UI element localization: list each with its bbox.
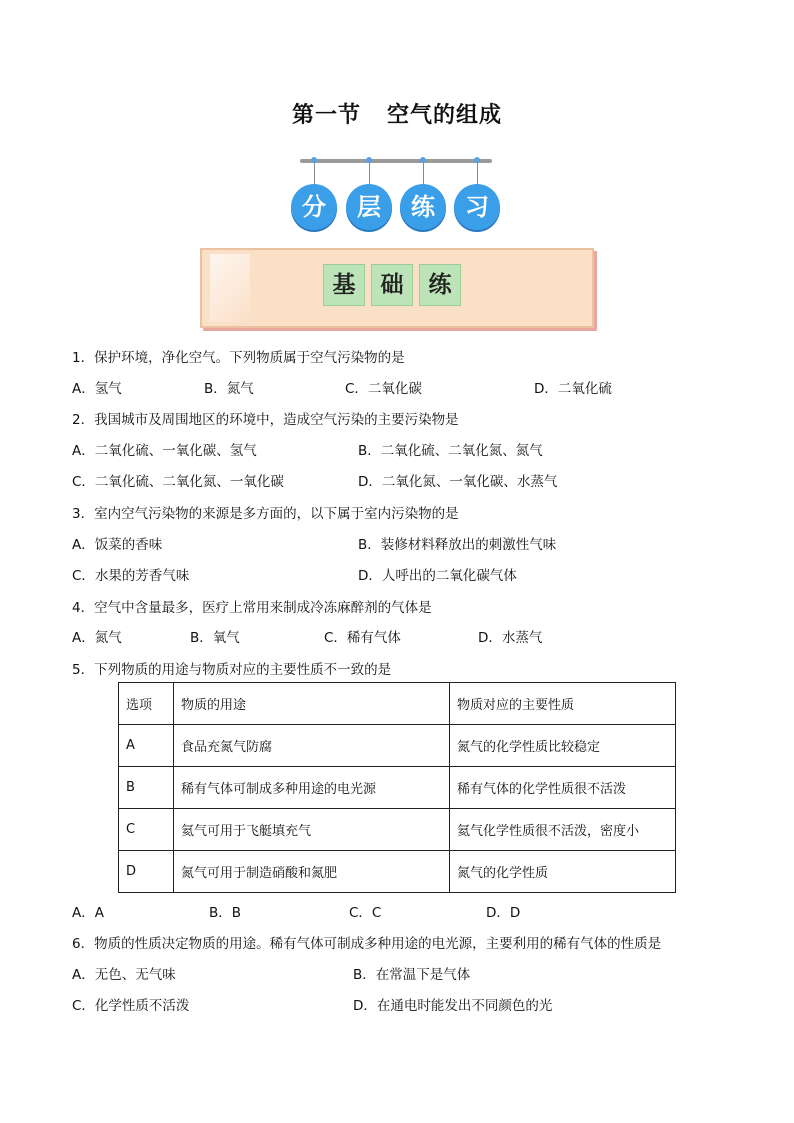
question-3-option-b: B．装修材料释放出的刺激性气味: [358, 537, 557, 553]
section-char-ji: 基: [323, 264, 365, 306]
question-3-option-d: D．人呼出的二氧化碳气体: [358, 568, 517, 584]
question-1-stem: 1．保护环境，净化空气。下列物质属于空气污染物的是: [72, 350, 405, 366]
header-char-lian: 练: [400, 184, 446, 230]
table-header-cell: 物质对应的主要性质: [450, 683, 676, 725]
section-char-chu: 础: [371, 264, 413, 306]
table-cell: A: [119, 725, 174, 767]
header-char-fen: 分: [291, 184, 337, 230]
question-1-option-b: B．氮气: [204, 381, 254, 397]
hang-string: [314, 163, 315, 185]
table-row: [119, 725, 676, 767]
table-row: [119, 809, 676, 851]
question-6-option-a: A．无色、无气味: [72, 967, 176, 983]
hang-string: [369, 163, 370, 185]
question-5-table: [118, 682, 676, 893]
question-2-option-a: A．二氧化硫、一氧化碳、氢气: [72, 443, 257, 459]
table-cell: B: [119, 767, 174, 809]
question-5-option-c: C．C: [349, 905, 382, 921]
question-3-option-c: C．水果的芳香气味: [72, 568, 190, 584]
question-1-option-d: D．二氧化硫: [534, 381, 612, 397]
question-4-option-b: B．氧气: [190, 630, 240, 646]
header-rail: [300, 159, 492, 163]
question-2-option-c: C．二氧化硫、二氧化氮、一氧化碳: [72, 474, 284, 490]
table-cell: D: [119, 851, 174, 893]
header-char-ceng: 层: [346, 184, 392, 230]
question-1-option-a: A．氢气: [72, 381, 122, 397]
question-5-option-a: A．A: [72, 905, 104, 921]
question-2-option-b: B．二氧化硫、二氧化氮、氮气: [358, 443, 543, 459]
question-4-option-d: D．水蒸气: [478, 630, 543, 646]
table-header-cell: 选项: [119, 683, 174, 725]
page-title: [0, 98, 794, 129]
table-cell: 氮气的化学性质比较稳定: [450, 725, 676, 767]
table-cell: 氦气可用于飞艇填充气: [174, 809, 450, 851]
table-cell: 稀有气体的化学性质很不活泼: [450, 767, 676, 809]
banner-gloss: [210, 254, 250, 322]
question-6-option-b: B．在常温下是气体: [353, 967, 471, 983]
table-cell: 稀有气体可制成多种用途的电光源: [174, 767, 450, 809]
table-cell: 食品充氮气防腐: [174, 725, 450, 767]
table-cell: C: [119, 809, 174, 851]
table-header-cell: 物质的用途: [174, 683, 450, 725]
question-5-option-b: B．B: [209, 905, 242, 921]
question-4-option-a: A．氮气: [72, 630, 122, 646]
hang-string: [477, 163, 478, 185]
table-cell: 氦气化学性质很不活泼，密度小: [450, 809, 676, 851]
table-cell: 氮气可用于制造硝酸和氮肥: [174, 851, 450, 893]
question-3-stem: 3．室内空气污染物的来源是多方面的，以下属于室内污染物的是: [72, 506, 459, 522]
question-5-option-d: D．D: [486, 905, 521, 921]
table-row: [119, 851, 676, 893]
table-row: [119, 767, 676, 809]
title-topic: 空气的组成: [387, 103, 503, 128]
table-cell: 氮气的化学性质: [450, 851, 676, 893]
question-6-option-c: C．化学性质不活泼: [72, 998, 190, 1014]
question-3-option-a: A．饭菜的香味: [72, 537, 163, 553]
question-4-stem: 4．空气中含量最多，医疗上常用来制成冷冻麻醉剂的气体是: [72, 600, 432, 616]
question-5-stem: 5．下列物质的用途与物质对应的主要性质不一致的是: [72, 662, 392, 678]
table-header-row: [119, 683, 676, 725]
question-1-option-c: C．二氧化碳: [345, 381, 422, 397]
header-char-xi: 习: [454, 184, 500, 230]
question-6-stem: 6．物质的性质决定物质的用途。稀有气体可制成多种用途的电光源，主要利用的稀有气体的性质是: [72, 936, 662, 952]
question-4-option-c: C．稀有气体: [324, 630, 401, 646]
section-char-lian: 练: [419, 264, 461, 306]
question-2-stem: 2．我国城市及周围地区的环境中，造成空气污染的主要污染物是: [72, 412, 459, 428]
question-6-option-d: D．在通电时能发出不同颜色的光: [353, 998, 553, 1014]
question-2-option-d: D．二氧化氮、一氧化碳、水蒸气: [358, 474, 558, 490]
hang-string: [423, 163, 424, 185]
title-section-number: 第一节: [291, 103, 361, 128]
